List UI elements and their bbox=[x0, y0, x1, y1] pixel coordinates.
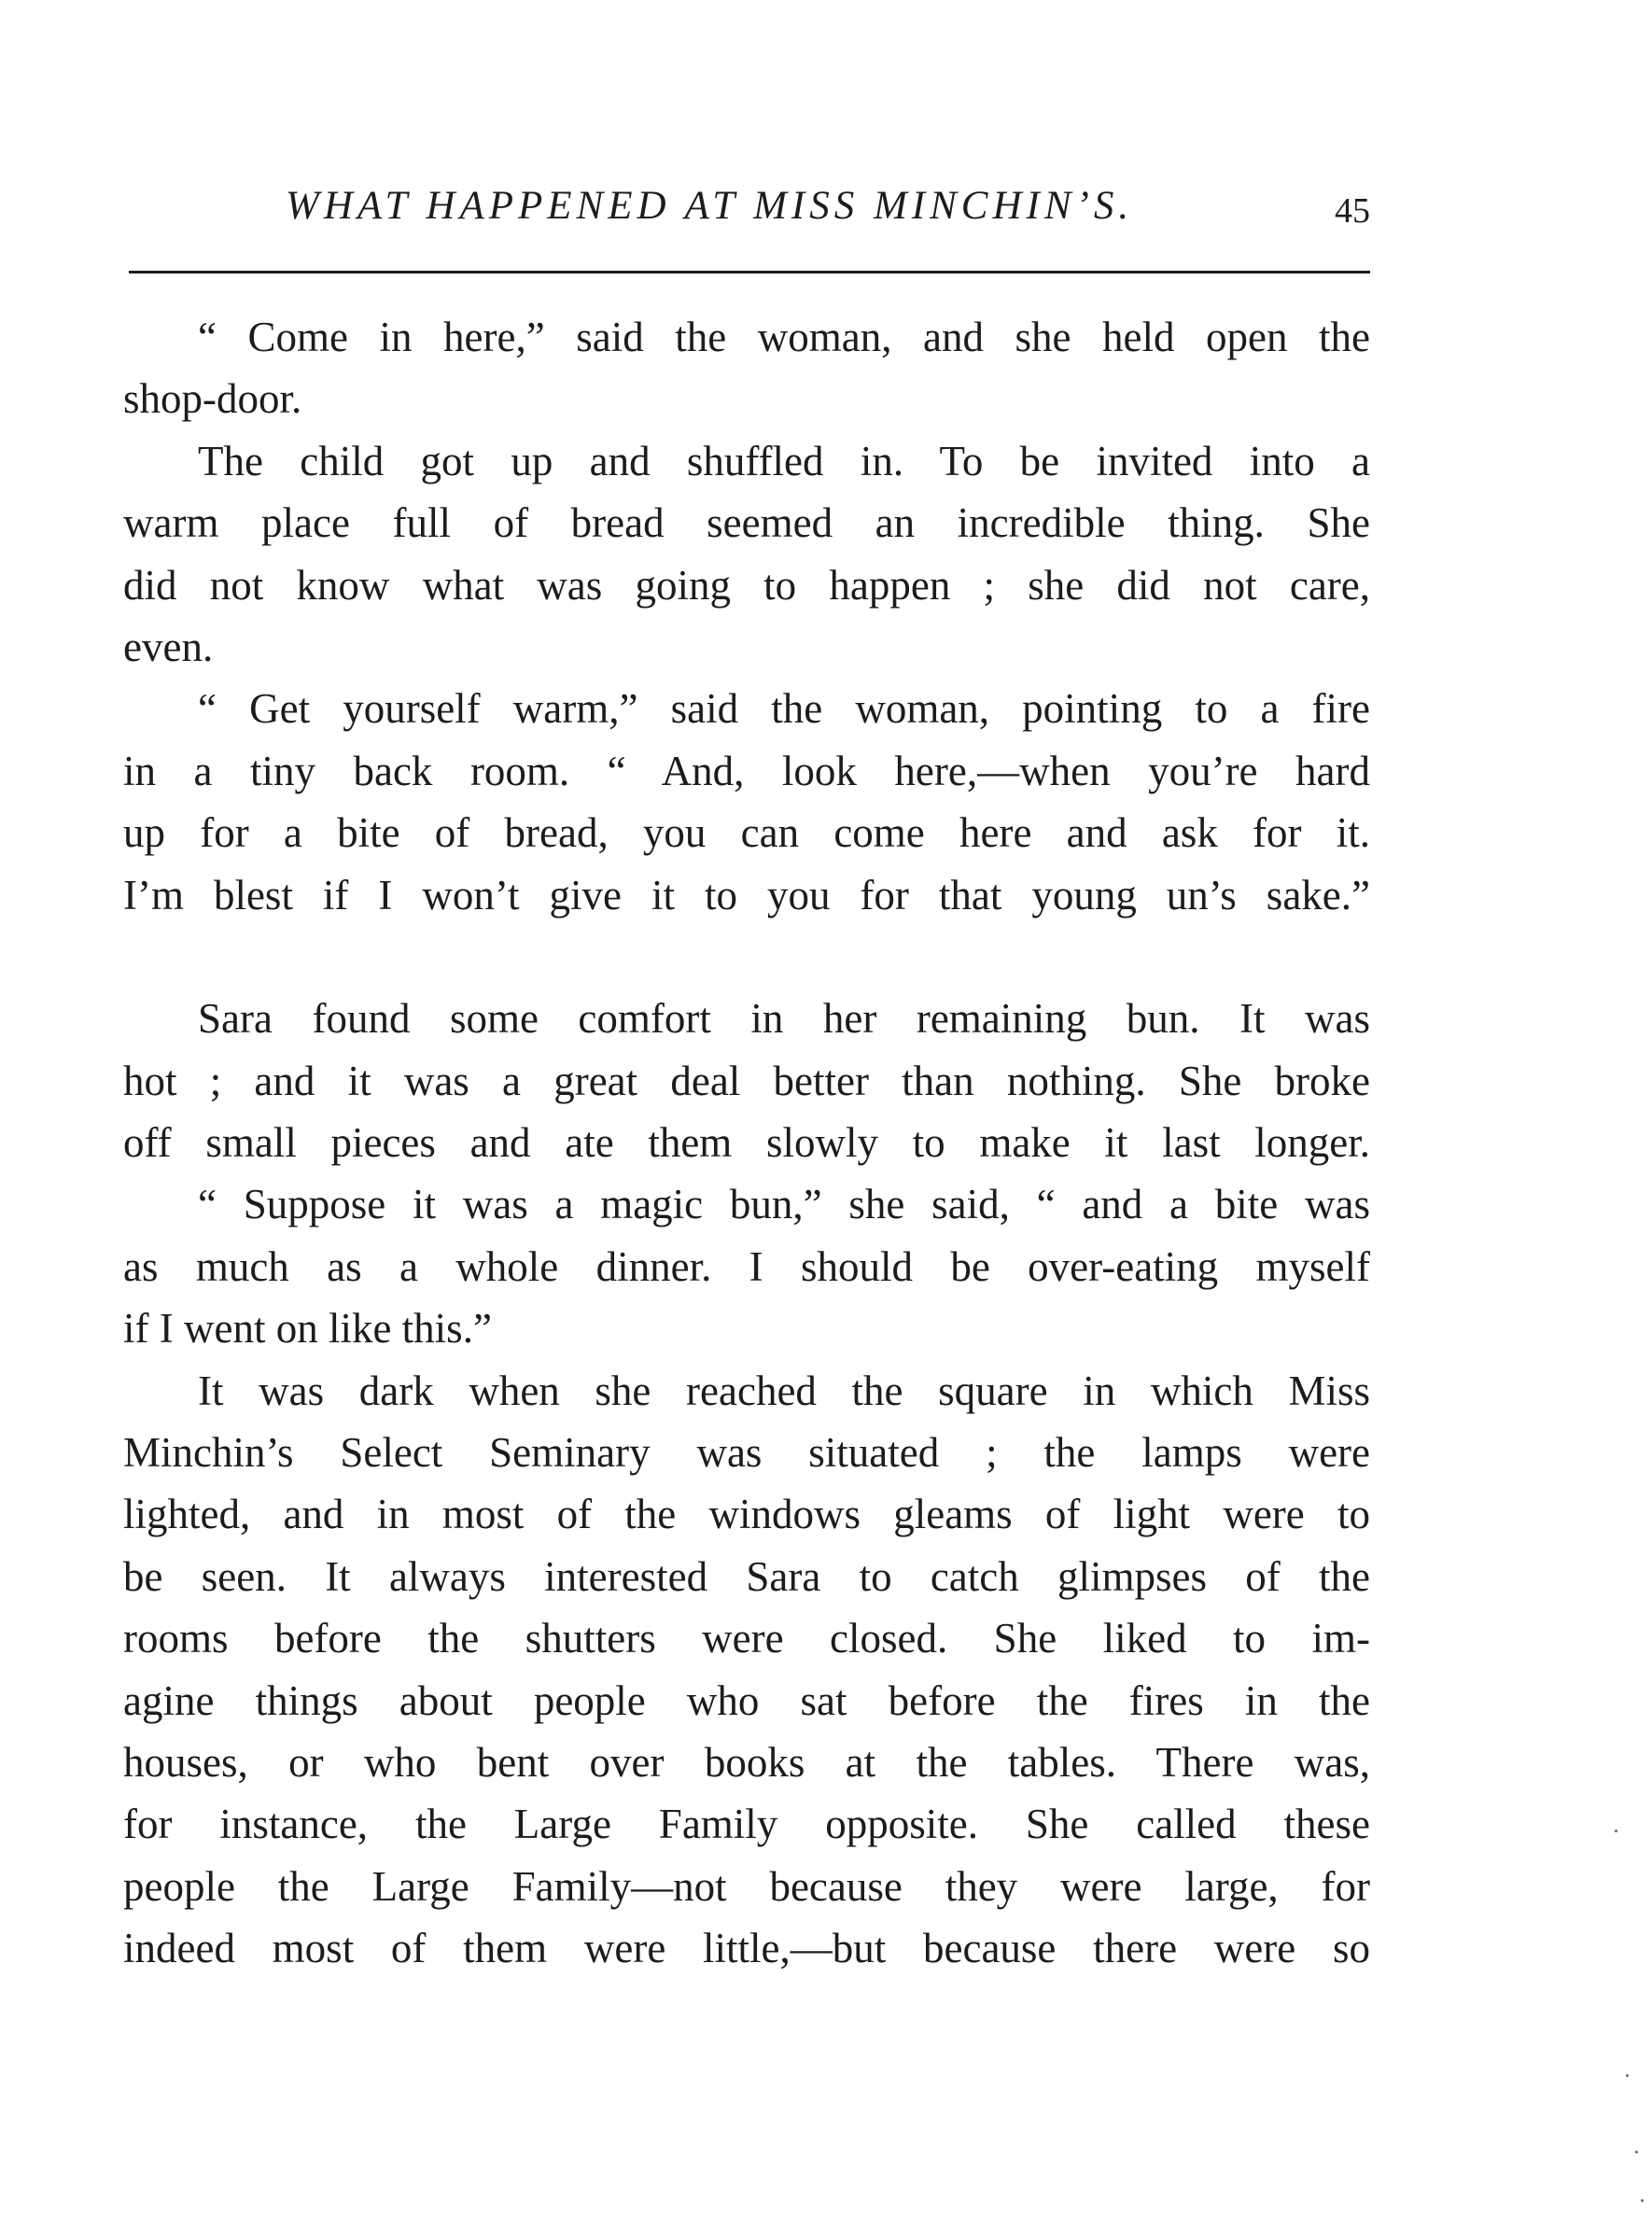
text-line: Sara found some comfort in her remaining bun. It was bbox=[198, 995, 1370, 1043]
text-line: hot ; and it was a great deal better than nothing. She broke bbox=[123, 1057, 1370, 1104]
scan-speck bbox=[1626, 2074, 1629, 2077]
text-line: rooms before the shutters were closed. She liked to im- bbox=[123, 1615, 1370, 1662]
scan-speck bbox=[1615, 1830, 1617, 1832]
text-line: The child got up and shuffled in. To be invited into a bbox=[198, 437, 1370, 484]
text-line: for instance, the Large Family opposite. She called these bbox=[123, 1801, 1370, 1848]
scan-speck bbox=[1641, 2199, 1644, 2202]
text-line: “ Come in here,” said the woman, and she held open the bbox=[198, 314, 1370, 360]
running-title: WHAT HAPPENED AT MISS MINCHIN’S. bbox=[286, 184, 1134, 228]
text-line: warm place full of bread seemed an incredible thing. She bbox=[123, 499, 1370, 547]
text-line: as much as a whole dinner. I should be over-eating myself bbox=[123, 1242, 1370, 1290]
text-line: agine things about people who sat before the fires in the bbox=[123, 1676, 1370, 1724]
text-line: houses, or who bent over books at the tables. There was, bbox=[123, 1738, 1370, 1786]
text-line: be seen. It always interested Sara to catch glimpses of the bbox=[123, 1552, 1370, 1600]
text-line: did not know what was going to happen ; she did not care, bbox=[123, 561, 1370, 609]
running-header bbox=[129, 183, 1370, 239]
text-line: people the Large Family—not because they were large, for bbox=[123, 1862, 1370, 1910]
text-line: off small pieces and ate them slowly to make it last longer. bbox=[123, 1119, 1370, 1167]
text-line: I’m blest if I won’t give it to you for that young un’s sake.” bbox=[123, 871, 1370, 919]
text-line: even. bbox=[123, 623, 214, 670]
text-line: It was dark when she reached the square in which Miss bbox=[198, 1367, 1370, 1414]
text-line: “ Suppose it was a magic bun,” she said, “ and a bite was bbox=[198, 1181, 1370, 1228]
header-rule bbox=[129, 271, 1370, 273]
text-line: lighted, and in most of the windows gleams of light were to bbox=[123, 1491, 1370, 1538]
text-line: if I went on like this.” bbox=[123, 1305, 492, 1353]
text-line: up for a bite of bread, you can come here and ask for it. bbox=[123, 809, 1370, 857]
section-break bbox=[123, 926, 1370, 988]
page-number: 45 bbox=[1335, 191, 1370, 231]
text-line: shop-door. bbox=[123, 375, 302, 423]
text-line: “ Get yourself warm,” said the woman, pointing to a fire bbox=[198, 685, 1370, 733]
text-line: Minchin’s Select Seminary was situated ; the lamps were bbox=[123, 1429, 1370, 1477]
text-line: indeed most of them were little,—but because there were so bbox=[123, 1925, 1370, 1972]
body-text bbox=[123, 306, 1370, 1980]
scan-speck bbox=[1635, 2151, 1638, 2153]
text-line: in a tiny back room. “ And, look here,—when you’re hard bbox=[123, 747, 1370, 794]
